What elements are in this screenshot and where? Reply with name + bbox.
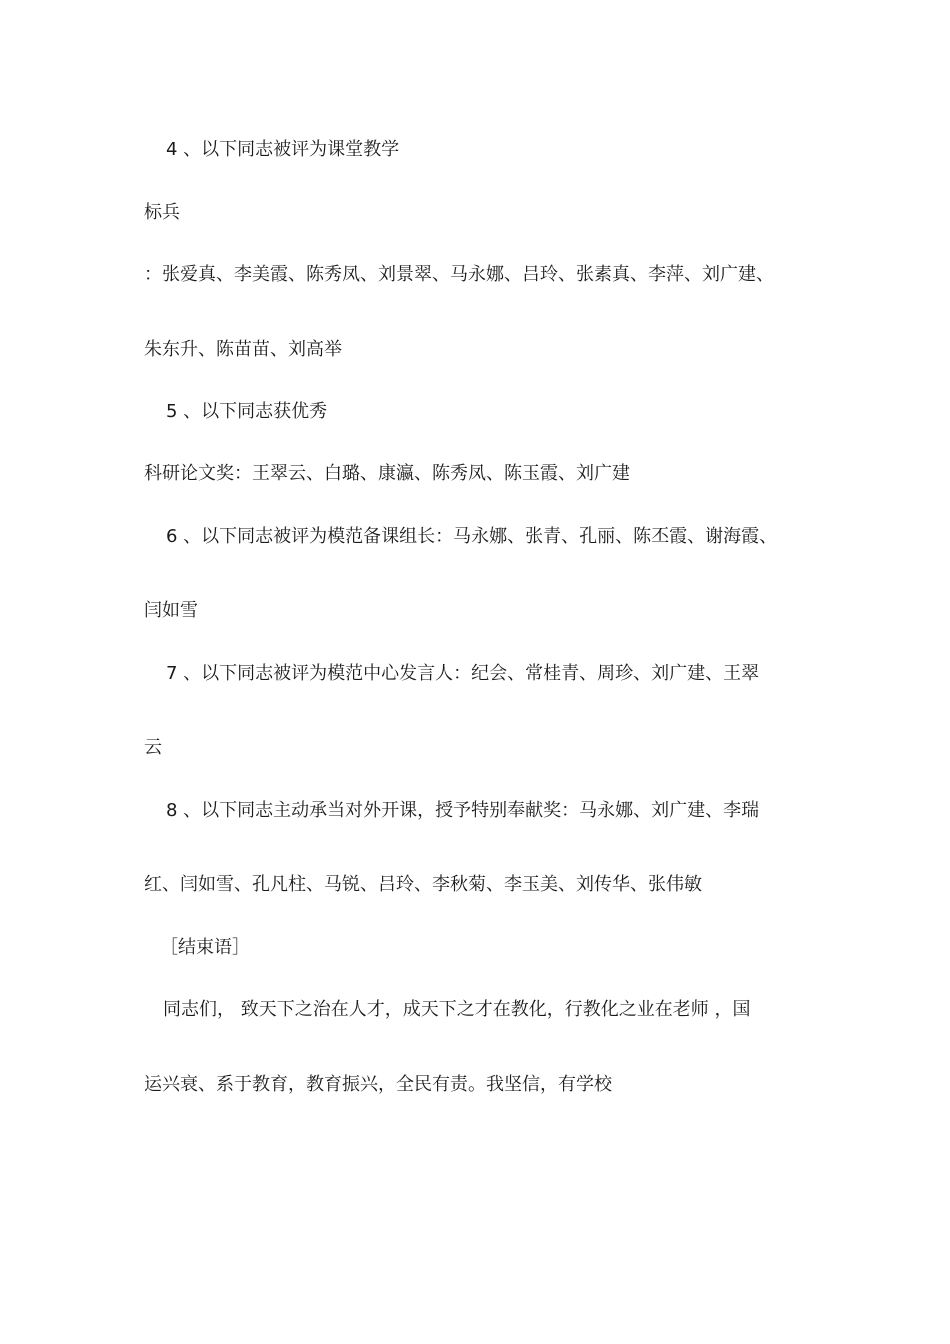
award-item-8-line-2: 红、闫如雪、孔凡柱、马锐、吕玲、李秋菊、李玉美、刘传华、张伟敏 — [144, 874, 702, 895]
award-item-8-line-1: 8 、以下同志主动承当对外开课，授予特别奉献奖：马永娜、刘广建、李瑞 — [166, 800, 760, 821]
award-item-5-line-1: 5 、以下同志获优秀 — [166, 401, 328, 422]
award-item-4-line-1: 4 、以下同志被评为课堂教学 — [166, 139, 400, 160]
closing-heading: ［结束语］ — [160, 937, 250, 958]
award-item-6-line-1: 6 、以下同志被评为模范备课组长：马永娜、张青、孔丽、陈丕霞、谢海霞、 — [166, 526, 778, 547]
closing-paragraph-line-1: 同志们， 致天下之治在人才，成天下之才在教化，行教化之业在老师 ，国 — [163, 999, 751, 1020]
award-item-6-line-2: 闫如雪 — [144, 600, 198, 621]
award-item-4-names-line-2: 朱东升、陈苗苗、刘高举 — [144, 339, 342, 360]
award-item-4-line-2: 标兵 — [144, 202, 180, 223]
closing-paragraph-line-2: 运兴衰、系于教育，教育振兴，全民有责。我坚信，有学校 — [144, 1074, 612, 1095]
award-item-7-line-1: 7 、以下同志被评为模范中心发言人：纪会、常桂青、周珍、刘广建、王翠 — [166, 663, 760, 684]
award-item-4-names-line-1: ：张爱真、李美霞、陈秀凤、刘景翠、马永娜、吕玲、张素真、李萍、刘广建、 — [144, 264, 774, 285]
award-item-7-line-2: 云 — [144, 737, 162, 758]
award-item-5-line-2: 科研论文奖：王翠云、白璐、康瀛、陈秀凤、陈玉霞、刘广建 — [144, 463, 630, 484]
